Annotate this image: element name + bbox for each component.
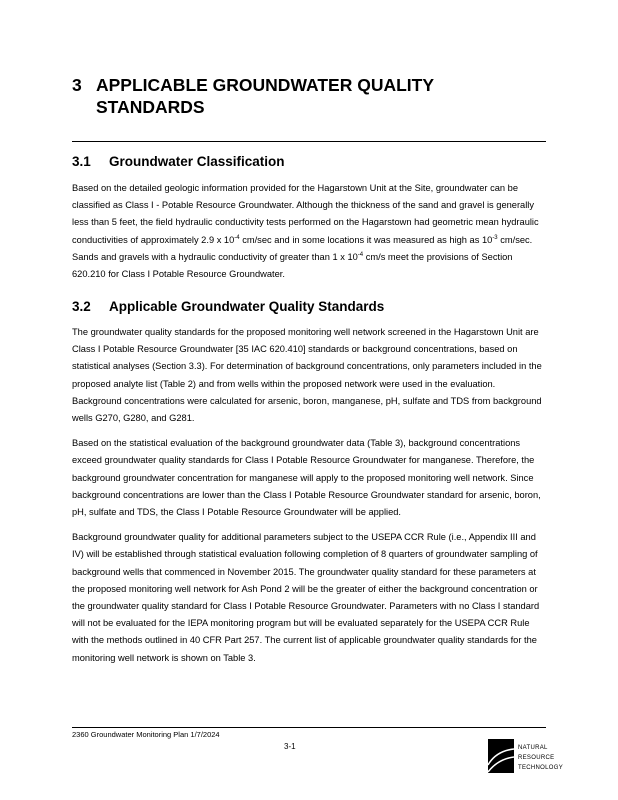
section-heading-3-2	[72, 299, 384, 314]
section-number: 3.1	[72, 154, 91, 169]
page-number: 3-1	[284, 742, 296, 751]
footer-divider	[72, 727, 546, 728]
chapter-number: 3	[72, 75, 82, 95]
section-number: 3.2	[72, 299, 91, 314]
paragraph: The groundwater quality standards for the proposed monitoring well network screened in the Hagarstown Unit are Class I Potable Resource Groundwater [35 IAC 620.410] standards or background concentrations, based on statistical analyses (Section 3.3). For determination of background concentrations, only parameters included in the proposed analyte list (Table 2) and from wells within the proposed network were used in the evaluation. Background concentrations were calculated for arsenic, boron, manganese, pH, sulfate and TDS from background wells G270, G280, and G281.	[72, 327, 542, 424]
title-line-2: STANDARDS	[96, 97, 205, 117]
paragraph: Background groundwater quality for additional parameters subject to the USEPA CCR Rule (i.e., Appendix III and IV) will be established through statistical evaluation following completion of 8 quarters of groundwater sampling of background wells that commenced in November 2015. The groundwater quality standard for these parameters at the proposed monitoring well network for Ash Pond 2 will be the greater of either the background concentration or the groundwater quality standard for Class I Potable Resource Groundwater. Parameters with no Class I standard will not be evaluated for the IEPA monitoring program but will be evaluated separately for the USEPA CCR Rule with the methods outlined in 40 CFR Part 257. The current list of applicable groundwater quality standards for the monitoring well network is shown on Table 3.	[72, 532, 540, 663]
logo-mark-icon	[488, 739, 514, 773]
section-title: Groundwater Classification	[109, 154, 285, 169]
logo-text: NATURAL RESOURCE TECHNOLOGY	[518, 745, 564, 771]
section-3-1-body	[72, 180, 546, 283]
paragraph: Based on the statistical evaluation of the background groundwater data (Table 3), background concentrations exceed groundwater quality standards for Class I Potable Resource Groundwater for manganese. Therefore, the background groundwater concentration for manganese will apply to the proposed monitoring well network. Since background concentrations are lower than the Class I Potable Resource Groundwater standard for arsenic, boron, pH, sulfate and TDS, the Class I Potable Resource Groundwater will be applied.	[72, 438, 541, 518]
paragraph: Based on the detailed geologic information provided for the Hagarstown Unit at the Site, groundwater can be classified as Class I - Potable Resource Groundwater. Although the thickness of the sand and gravel is generally less than 5 feet, the field hydraulic conductivity tests performed on the Hagarstown had geometric mean hydraulic conductivities of approximately 2.9 x $10^{-4}$ cm/sec and in some locations it was measured as high as $10^{-3}$ cm/sec. Sands and gravels with a hydraulic conductivity of greater than 1 x $10^{-4}$ cm/s meet the provisions of Section 620.210 for Class I Potable Resource Groundwater.	[72, 183, 539, 280]
section-title: Applicable Groundwater Quality Standards	[109, 299, 385, 314]
page-title	[72, 74, 542, 118]
title-line-1: APPLICABLE GROUNDWATER QUALITY	[96, 75, 435, 95]
section-3-2-body	[72, 324, 546, 667]
section-heading-3-1	[72, 154, 285, 169]
title-divider	[72, 141, 546, 142]
company-logo	[488, 739, 578, 779]
footer-document-title: 2360 Groundwater Monitoring Plan 1/7/2024	[72, 730, 220, 739]
